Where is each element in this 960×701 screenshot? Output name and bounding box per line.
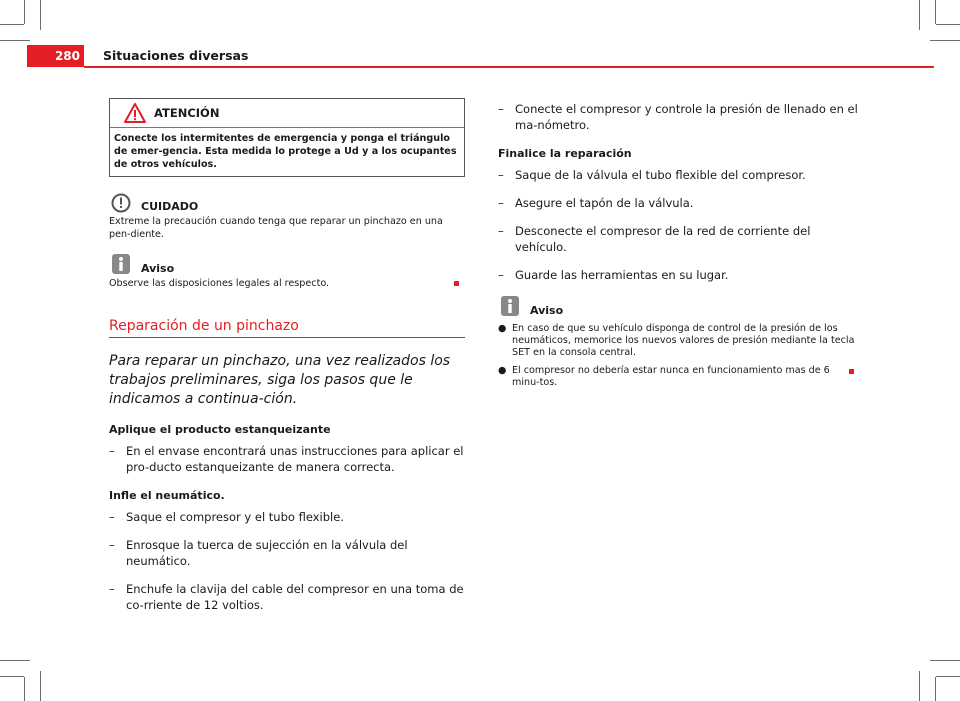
step-group-title: Finalice la reparación xyxy=(498,147,632,160)
warning-box xyxy=(109,98,465,177)
step-text: Desconecte el compresor de la red de corriente del vehículo. xyxy=(515,224,811,254)
info-icon xyxy=(500,295,520,317)
bullet-marker: ● xyxy=(498,365,507,376)
step-group-title: Aplique el producto estanqueizante xyxy=(109,423,331,436)
bullet-text: El compresor no debería estar nunca en funcionamiento mas de 6 minu-tos. xyxy=(512,365,830,388)
note-title: Aviso xyxy=(141,262,175,275)
dash-marker: – xyxy=(109,444,115,458)
step-text: Saque de la válvula el tubo flexible del compresor. xyxy=(515,168,806,182)
crop-mark xyxy=(930,40,960,41)
step-text: En el envase encontrará unas instrucciones para aplicar el pro-ducto estanqueizante de manera correcta. xyxy=(126,444,464,474)
note-text: Observe las disposiciones legales al respecto. xyxy=(109,278,330,289)
header-rule xyxy=(84,66,934,68)
warning-title: ATENCIÓN xyxy=(154,106,220,120)
crop-mark xyxy=(935,0,936,24)
page-number: 280 xyxy=(27,45,84,67)
note xyxy=(109,253,465,290)
note-title: Aviso xyxy=(530,304,564,317)
bullet-text: En caso de que su vehículo disponga de control de la presión de los neumáticos, memorice los nuevos valores de presión mediante la tecla SET en la consola central. xyxy=(512,323,855,358)
note-text-row xyxy=(109,277,465,290)
bullet-marker: ● xyxy=(498,323,507,334)
crop-mark xyxy=(935,677,936,701)
dash-marker: – xyxy=(498,196,504,210)
step-item xyxy=(498,223,858,255)
step-text: Asegure el tapón de la válvula. xyxy=(515,196,694,210)
step-item xyxy=(498,101,858,133)
crop-mark xyxy=(936,24,960,25)
warning-triangle-icon xyxy=(124,103,146,123)
step-item xyxy=(498,167,858,183)
dash-marker: – xyxy=(109,582,115,596)
crop-mark xyxy=(40,671,41,701)
left-column xyxy=(109,98,465,613)
crop-mark xyxy=(24,0,25,24)
note xyxy=(498,295,858,389)
caution-header xyxy=(109,191,465,213)
caution-title: CUIDADO xyxy=(141,200,199,213)
warning-header xyxy=(110,99,464,128)
dash-marker: – xyxy=(498,224,504,238)
crop-mark xyxy=(0,24,24,25)
step-text: Saque el compresor y el tubo flexible. xyxy=(126,510,344,524)
crop-mark xyxy=(40,0,41,30)
caution-notice xyxy=(109,191,465,241)
intro-text: Para reparar un pinchazo, una vez realizados los trabajos preliminares, siga los pasos que le indicamos a continua-ción. xyxy=(109,353,451,407)
section-title: Reparación de un pinchazo xyxy=(109,318,465,338)
step-item xyxy=(109,581,465,613)
crop-mark xyxy=(919,0,920,30)
running-header: Situaciones diversas xyxy=(103,48,249,63)
step-item xyxy=(498,195,858,211)
end-marker xyxy=(849,369,854,374)
info-icon xyxy=(111,253,131,275)
warning-text: Conecte los intermitentes de emergencia y ponga el triángulo de emer-gencia. Esta medida lo protege a Ud y a los ocupantes de otros vehículos. xyxy=(114,133,457,170)
step-item xyxy=(109,443,465,475)
exclamation-circle-icon xyxy=(111,193,131,213)
dash-marker: – xyxy=(109,538,115,552)
dash-marker: – xyxy=(498,102,504,116)
crop-mark xyxy=(930,660,960,661)
step-text: Conecte el compresor y controle la presión de llenado en el ma-nómetro. xyxy=(515,102,858,132)
dash-marker: – xyxy=(498,168,504,182)
step-text: Enchufe la clavija del cable del compresor en una toma de co-rriente de 12 voltios. xyxy=(126,582,464,612)
step-item xyxy=(498,267,858,283)
step-group-title: Infle el neumático. xyxy=(109,489,225,502)
crop-mark xyxy=(936,676,960,677)
note-header xyxy=(109,253,465,275)
dash-marker: – xyxy=(109,510,115,524)
crop-mark xyxy=(24,677,25,701)
bullet-item xyxy=(498,323,858,359)
end-marker xyxy=(454,281,459,286)
right-column xyxy=(498,94,858,401)
step-item xyxy=(109,509,465,525)
crop-mark xyxy=(0,676,24,677)
step-item xyxy=(109,537,465,569)
bullet-item xyxy=(498,365,858,389)
caution-text: Extreme la precaución cuando tenga que reparar un pinchazo en una pen-diente. xyxy=(109,216,443,240)
note-header xyxy=(498,295,858,317)
crop-mark xyxy=(0,40,30,41)
step-text: Guarde las herramientas en su lugar. xyxy=(515,268,729,282)
step-text: Enrosque la tuerca de sujección en la válvula del neumático. xyxy=(126,538,408,568)
dash-marker: – xyxy=(498,268,504,282)
crop-mark xyxy=(0,660,30,661)
crop-mark xyxy=(919,671,920,701)
